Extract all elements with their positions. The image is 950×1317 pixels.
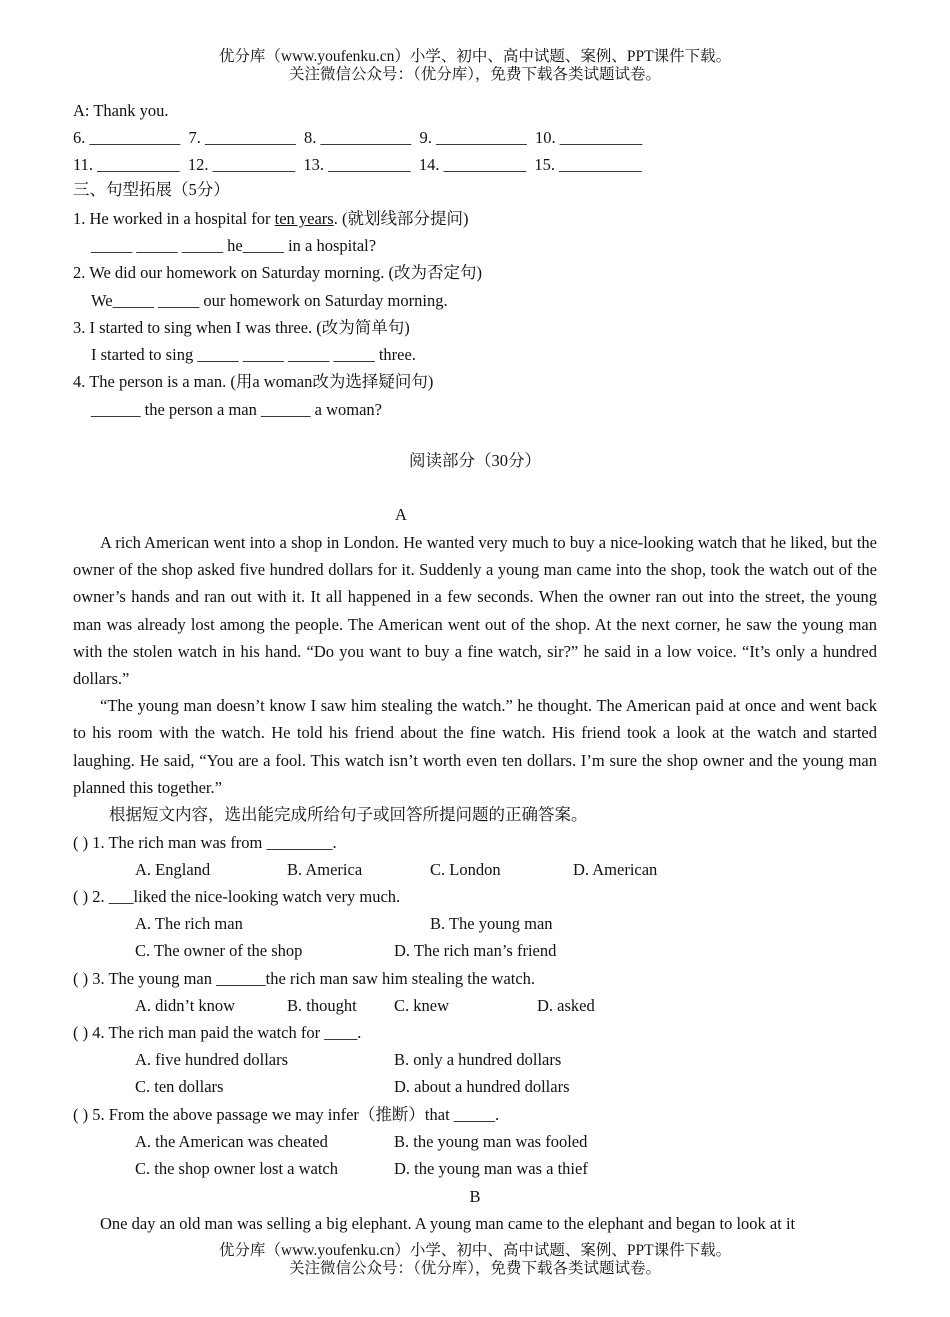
answer-blanks-row-2: 11. __________ 12. __________ 13. __________ 14. __________ 15. __________ — [73, 155, 642, 174]
answer-blanks-row-1: 6. ___________ 7. ___________ 8. ___________ 9. ___________ 10. __________ — [73, 128, 643, 147]
option-d: D. asked — [537, 996, 595, 1015]
mc-question-2: ( ) 2. ___liked the nice-looking watch very much. — [73, 887, 401, 906]
option-c: C. The owner of the shop — [135, 941, 303, 960]
option-a: A. didn’t know — [135, 996, 236, 1015]
mc-question-4: ( ) 4. The rich man paid the watch for ____. — [73, 1023, 362, 1042]
option-b: B. only a hundred dollars — [394, 1050, 562, 1069]
option-c: C. knew — [394, 996, 449, 1015]
mc-question-5: ( ) 5. From the above passage we may infer（推断）that _____. — [73, 1105, 500, 1124]
option-d: D. about a hundred dollars — [394, 1077, 570, 1096]
option-a: A. the American was cheated — [135, 1132, 328, 1151]
passage-a-label: A — [395, 505, 407, 524]
passage-a-paragraph-2: “The young man doesn’t know I saw him stealing the watch.” he thought. The American paid at once and went back to his room with the watch. He told his friend about the fine watch. His friend took a look at the watch and started laughing. He said, “You are a fool. This watch isn’t worth even ten dollars. I’m sure the shop owner and the young man planned this together.” — [73, 696, 877, 797]
rewrite-q1 — [73, 205, 468, 232]
option-d: D. The rich man’s friend — [394, 941, 557, 960]
page-header — [0, 48, 950, 84]
page-footer — [0, 1242, 950, 1278]
option-c: C. the shop owner lost a watch — [135, 1159, 339, 1178]
option-c: C. ten dollars — [135, 1077, 224, 1096]
rewrite-q1-underlined: ten years — [274, 209, 334, 228]
reading-title: 阅读部分（30分） — [409, 451, 541, 470]
option-b: B. the young man was fooled — [394, 1132, 588, 1151]
option-c: C. London — [430, 860, 501, 879]
reading-instruction: 根据短文内容，选出能完成所给句子或回答所提问题的正确答案。 — [109, 805, 588, 824]
option-a: A. five hundred dollars — [135, 1050, 289, 1069]
rewrite-q4: 4. The person is a man. (用a woman改为选择疑问句) — [73, 372, 434, 391]
option-a: A. The rich man — [135, 914, 243, 933]
option-d: D. American — [573, 860, 658, 879]
mc-question-3: ( ) 3. The young man ______the rich man saw him stealing the watch. — [73, 969, 536, 988]
rewrite-q1-pre: 1. He worked in a hospital for — [73, 209, 275, 228]
dialogue-end: A: Thank you. — [73, 101, 169, 120]
section-3-title: 三、句型拓展（5分） — [73, 180, 230, 199]
passage-b-paragraph-1: One day an old man was selling a big elephant. A young man came to the elephant and began to look at it — [100, 1214, 796, 1233]
rewrite-q1-answer: _____ _____ _____ he_____ in a hospital? — [91, 236, 377, 255]
footer-line-2: 关注微信公众号：（优分库），免费下载各类试题试卷。 — [288, 1260, 661, 1277]
rewrite-q4-answer: ______ the person a man ______ a woman? — [91, 400, 382, 419]
rewrite-q3-answer: I started to sing _____ _____ _____ _____ three. — [91, 345, 416, 364]
rewrite-q1-post: . (就划线部分提问) — [333, 209, 469, 228]
rewrite-q2: 2. We did our homework on Saturday morning. (改为否定句) — [73, 263, 482, 282]
passage-a — [73, 529, 877, 801]
option-b: B. America — [287, 860, 363, 879]
rewrite-q2-answer: We_____ _____ our homework on Saturday morning. — [91, 291, 448, 310]
passage-a-paragraph-1: A rich American went into a shop in London. He wanted very much to buy a nice-looking watch that he liked, but the owner of the shop asked five hundred dollars for it. Suddenly a young man came into the shop, took the watch out of the owner’s hands and ran out with it. It all happened in a few seconds. When the owner ran out into the street, the young man was already lost among the people. The American went out of the shop. At the next corner, he saw the young man with the stolen watch in his hand. “Do you want to buy a fine watch, sir?” he said in a low voice. “It’s only a hundred dollars.” — [73, 533, 877, 689]
footer-line-1: 优分库（www.youfenku.cn）小学、初中、高中试题、案例、PPT课件下载。 — [218, 1242, 732, 1259]
header-line-2: 关注微信公众号：（优分库），免费下载各类试题试卷。 — [288, 66, 661, 83]
option-d: D. the young man was a thief — [394, 1159, 588, 1178]
mc-question-1: ( ) 1. The rich man was from ________. — [73, 833, 337, 852]
option-b: B. The young man — [430, 914, 553, 933]
header-line-1: 优分库（www.youfenku.cn）小学、初中、高中试题、案例、PPT课件下载。 — [218, 48, 732, 65]
rewrite-q3: 3. I started to sing when I was three. (改为简单句) — [73, 318, 410, 337]
option-a: A. England — [135, 860, 211, 879]
passage-b-label: B — [469, 1187, 481, 1206]
option-b: B. thought — [287, 996, 357, 1015]
